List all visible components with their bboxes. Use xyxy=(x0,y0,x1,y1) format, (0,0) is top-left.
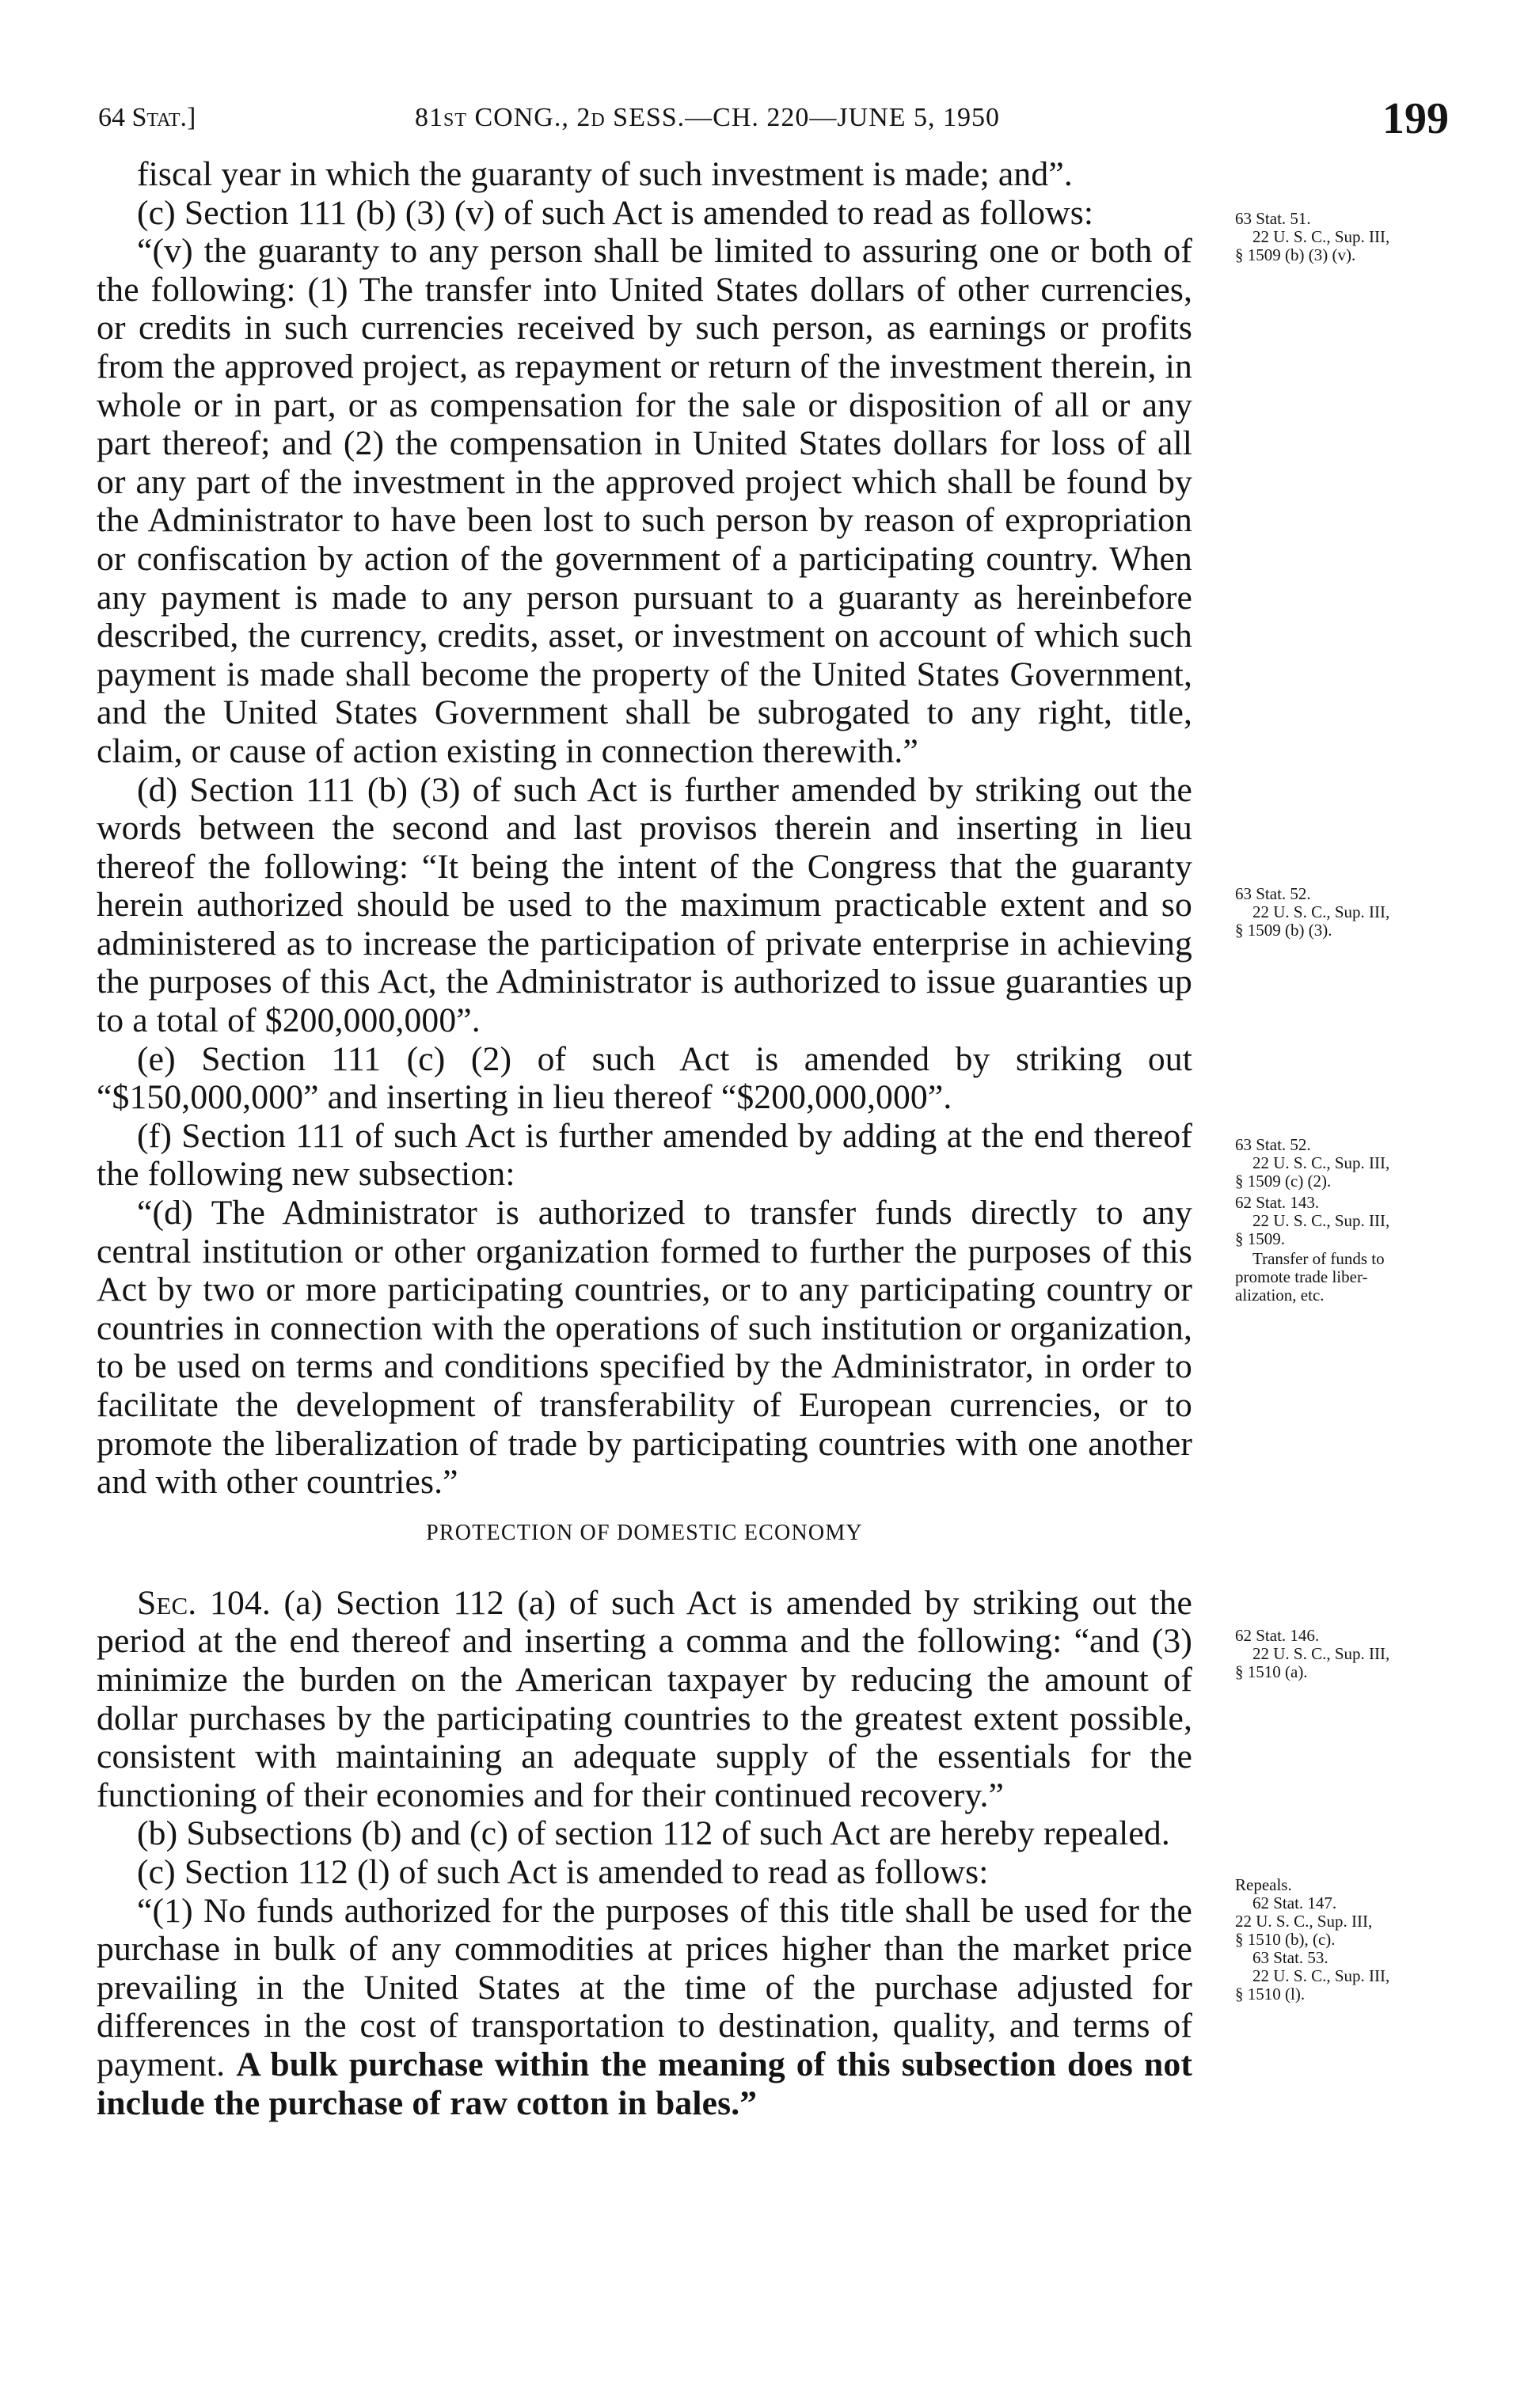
paragraph-repeal: (b) Subsections (b) and (c) of section 112 of such Act are hereby repealed. xyxy=(137,1814,1170,1853)
margin-note-repeals xyxy=(1235,1876,1465,2004)
paragraph-fiscal-year: fiscal year in which the guaranty of such investment is made; and”. xyxy=(137,155,1073,193)
margin-line: 22 U. S. C., Sup. III, xyxy=(1252,1153,1390,1172)
margin-line: alization, etc. xyxy=(1235,1286,1325,1305)
paragraph-bulk-purchase xyxy=(97,1892,1192,2123)
margin-line: § 1510 (a). xyxy=(1235,1662,1308,1681)
sec-104-text: (a) Section 112 (a) of such Act is amended by striking out the period at the end thereof and inserting a comma and the following: “and (3) minimize the burden on the American taxpayer by reducing the amount of dollar purchases by the participating countries to the greatest extent possible, consistent with maintaining an adequate supply of the essentials for the functioning of their economies and for their continued recovery.” xyxy=(97,1583,1192,1814)
margin-line: 22 U. S. C., Sup. III, xyxy=(1252,902,1390,921)
margin-line: 63 Stat. 52. xyxy=(1235,1135,1311,1154)
margin-line: § 1509 (c) (2). xyxy=(1235,1172,1332,1191)
margin-line: § 1510 (l). xyxy=(1235,1985,1306,2004)
margin-line: § 1509 (b) (3) (v). xyxy=(1235,245,1356,264)
section-number: Sec. 104. xyxy=(137,1583,271,1622)
paragraph-sec-104 xyxy=(97,1584,1192,1815)
margin-line: 22 U. S. C., Sup. III, xyxy=(1235,1912,1373,1931)
margin-line: 22 U. S. C., Sup. III, xyxy=(1252,1211,1390,1230)
margin-note-citation-3 xyxy=(1235,1136,1465,1191)
margin-line: Repeals. xyxy=(1235,1875,1292,1894)
margin-line: 62 Stat. 147. xyxy=(1252,1893,1337,1912)
margin-line: 63 Stat. 53. xyxy=(1252,1948,1328,1967)
margin-line: 62 Stat. 143. xyxy=(1235,1193,1320,1212)
margin-line: 22 U. S. C., Sup. III, xyxy=(1252,227,1390,246)
margin-line: promote trade liber- xyxy=(1235,1267,1368,1286)
margin-line: 22 U. S. C., Sup. III, xyxy=(1252,1966,1390,1985)
paragraph-subsection-c: (c) Section 111 (b) (3) (v) of such Act is amended to read as follows: xyxy=(137,193,1094,232)
paragraph-guaranty-v: “(v) the guaranty to any person shall be limited to assuring one or both of the following: (1) The transfer into United States dollars of other currencies, or credits in such currencies received by such person, as earnings or profits from the approved project, as repayment or return of the investment therein, in whole or in part, or as compensation for the sale or disposition of all or any part thereof; and (2) the compensation in United States dollars for loss of all or any part of the investment in the approved project which shall be found by the Administrator to have been lost to such person by reason of expropriation or confiscation by action of the government of a participating country. When any payment is made to any person pursuant to a guaranty as hereinbefore described, the currency, credits, asset, or investment on account of which such payment is made shall become the property of the United States Government, and the United States Government shall be subrogated to any right, title, claim, or cause of action existing in connection therewith.” xyxy=(97,232,1192,770)
margin-line: 22 U. S. C., Sup. III, xyxy=(1252,1644,1390,1663)
page-number: 199 xyxy=(1382,94,1449,143)
paragraph-subsection-d: (d) Section 111 (b) (3) of such Act is further amended by striking out the words between the second and last provisos therein and inserting in lieu thereof the following: “It being the intent of the Congress that the guaranty herein authorized should be used to the maximum practicable extent and so administered as to increase the participation of private enterprise in achieving the purposes of this Act, the Administrator is authorized to issue guaranties up to a total of $200,000,000”. xyxy=(97,770,1192,1040)
margin-note-citation-2 xyxy=(1235,885,1465,940)
margin-line: § 1509. xyxy=(1235,1229,1285,1248)
margin-note-citation-6 xyxy=(1235,1627,1465,1681)
paragraph-new-subsection-d: “(d) The Administrator is authorized to transfer funds directly to any central institution or other organization formed to further the purposes of this Act by two or more participating countries, or to any participating country or countries in connection with the operations of such institution or organization, to be used on terms and conditions specified by the Administrator, in order to facilitate the development of transferability of European currencies, or to promote the liberalization of trade by participating countries with one another and with other countries.” xyxy=(97,1194,1192,1502)
margin-note-citation-4 xyxy=(1235,1194,1465,1248)
paragraph-subsection-f: (f) Section 111 of such Act is further amended by adding at the end thereof the following new subsection: xyxy=(97,1116,1192,1194)
margin-note-citation-1 xyxy=(1235,210,1465,264)
running-header xyxy=(98,93,1449,157)
section-heading: PROTECTION OF DOMESTIC ECONOMY xyxy=(426,1520,863,1545)
header-volume: 64 Stat.] xyxy=(98,103,196,132)
bulk-purchase-bold-text: A bulk purchase within the meaning of this subsection does not include the purchase of raw cotton in bales.” xyxy=(97,2045,1192,2122)
margin-line: § 1510 (b), (c). xyxy=(1235,1930,1336,1949)
margin-line: 63 Stat. 52. xyxy=(1235,884,1311,903)
bulk-purchase-text: “(1) No funds authorized for the purposes of this title shall be used for the purchase in bulk of any commodities at prices higher than the market price prevailing in the United States at the time of the purchase adjusted for differences in the cost of transportation to destination, quality, and terms of payment. xyxy=(97,1891,1192,2083)
margin-line: Transfer of funds to xyxy=(1252,1249,1385,1268)
margin-line: § 1509 (b) (3). xyxy=(1235,921,1332,940)
paragraph-section-112-l: (c) Section 112 (l) of such Act is amended to read as follows: xyxy=(137,1852,989,1891)
main-text-column xyxy=(97,155,1192,2122)
header-session: 81st CONG., 2d SESS.—CH. 220—JUNE 5, 1950 xyxy=(415,103,1001,132)
margin-line: 63 Stat. 51. xyxy=(1235,209,1311,228)
margin-note-transfer-funds xyxy=(1235,1250,1465,1305)
margin-line: 62 Stat. 146. xyxy=(1235,1626,1320,1645)
paragraph-subsection-e: (e) Section 111 (c) (2) of such Act is amended by striking out “$150,000,000” and inserting in lieu thereof “$200,000,000”. xyxy=(97,1039,1192,1117)
